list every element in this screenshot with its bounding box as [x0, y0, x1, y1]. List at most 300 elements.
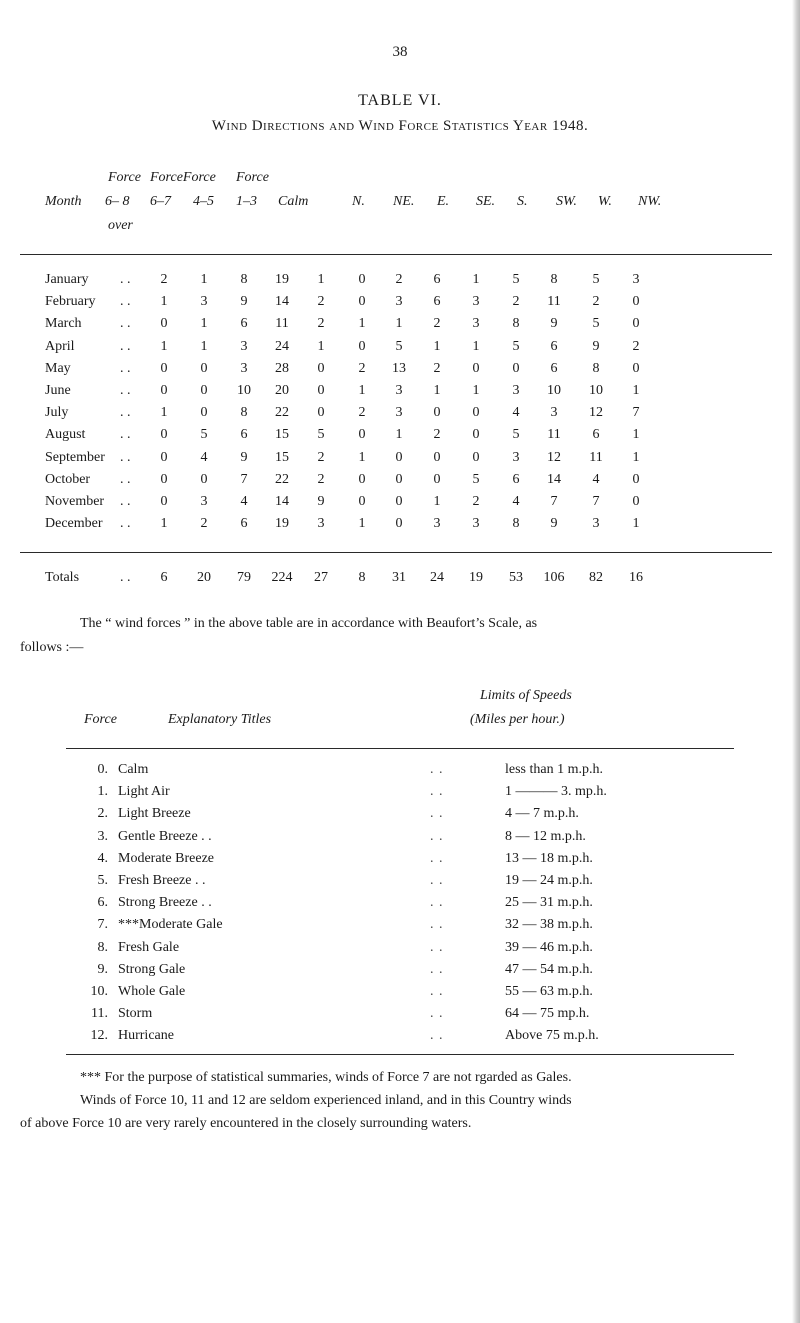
table-cell: 1 — [358, 449, 366, 465]
table-cell: 8 — [512, 516, 520, 532]
speed-limit: 19 — 24 m.p.h. — [505, 873, 593, 888]
month-name: May — [45, 360, 71, 376]
force-number: 2. — [97, 806, 108, 822]
month-name: November — [45, 494, 105, 509]
table-cell: 3 — [395, 383, 403, 398]
header-column: S. — [517, 194, 528, 209]
scale-row — [0, 984, 800, 1006]
table-cell: 2 — [512, 294, 520, 310]
table-cell: 0 — [160, 316, 168, 332]
scale-top-rule — [66, 748, 734, 749]
table-cell: 0 — [200, 383, 208, 398]
table-cell: 6 — [512, 471, 520, 487]
table-cell: 6 — [592, 427, 600, 443]
row-leader: . . — [430, 895, 444, 911]
force-title: Moderate Breeze — [118, 850, 214, 866]
totals-row — [0, 570, 800, 592]
header-column: 6– 8 — [105, 194, 130, 209]
table-cell: 1 — [160, 338, 168, 354]
table-cell: 6 — [433, 294, 441, 310]
force-number: 10. — [90, 984, 108, 999]
table-cell: 24 — [275, 338, 289, 354]
table-cell: 19 — [275, 516, 289, 532]
table-cell: 5 — [317, 427, 325, 443]
speed-limit: 32 — 38 m.p.h. — [505, 917, 593, 933]
row-leader: . . — [430, 1028, 444, 1044]
scale-row — [0, 1028, 800, 1050]
table-cell: 22 — [275, 405, 289, 421]
row-leader: . . — [120, 427, 131, 443]
table-cell: 6 — [240, 427, 248, 443]
speed-limit: 25 — 31 m.p.h. — [505, 895, 593, 911]
table-cell: 3 — [395, 405, 403, 421]
totals-cell: 6 — [160, 570, 168, 585]
table-cell: 8 — [512, 316, 520, 332]
table-cell: 0 — [358, 338, 366, 354]
table-cell: 0 — [317, 360, 325, 376]
table-cell: 0 — [472, 405, 480, 421]
table-cell: 1 — [200, 272, 208, 287]
month-name: October — [45, 471, 91, 487]
table-cell: 1 — [472, 338, 480, 354]
table-cell: 7 — [240, 471, 248, 487]
totals-cell: 16 — [629, 570, 643, 585]
table-cell: 10 — [547, 383, 561, 398]
row-leader: . . — [120, 316, 131, 332]
table-cell: 11 — [589, 449, 603, 465]
table-cell: 9 — [240, 294, 248, 310]
table-row — [0, 383, 800, 405]
table-cell: 8 — [240, 272, 248, 287]
limits-subheading: (Miles per hour.) — [470, 712, 565, 727]
table-cell: 0 — [317, 405, 325, 421]
table-cell: 0 — [632, 471, 640, 487]
row-leader: . . — [120, 449, 131, 465]
force-number: 11. — [91, 1006, 108, 1022]
month-name: March — [45, 316, 82, 332]
row-leader: . . — [430, 917, 444, 933]
header-column: W. — [598, 194, 612, 209]
force-number: 12. — [90, 1028, 108, 1044]
limits-heading: Limits of Speeds — [480, 688, 572, 703]
table-cell: 9 — [317, 494, 325, 509]
scale-paragraph-line: follows :— — [20, 640, 84, 655]
table-cell: 1 — [632, 427, 640, 443]
header-force-label: Force — [236, 170, 269, 185]
scale-paragraph-line: The “ wind forces ” in the above table are in accordance with Beaufort’s Scale, as — [80, 616, 538, 631]
header-column: NW. — [638, 194, 662, 209]
month-name: June — [45, 383, 71, 398]
totals-cell: 53 — [509, 570, 523, 585]
table-cell: 4 — [200, 449, 208, 465]
row-leader: . . — [120, 383, 131, 398]
table-cell: 2 — [317, 471, 325, 487]
table-cell: 3 — [317, 516, 325, 532]
totals-cell: 224 — [271, 570, 293, 585]
header-column: 1–3 — [236, 194, 257, 209]
table-cell: 0 — [160, 383, 168, 398]
table-cell: 22 — [275, 471, 289, 487]
table-top-rule — [20, 254, 772, 255]
table-cell: 6 — [433, 272, 441, 287]
table-cell: 2 — [632, 338, 640, 354]
table-cell: 2 — [433, 316, 441, 332]
table-cell: 14 — [547, 471, 561, 487]
table-cell: 2 — [317, 316, 325, 332]
table-row — [0, 316, 800, 338]
header-over-label: over — [108, 218, 133, 233]
table-cell: 1 — [632, 383, 640, 398]
table-cell: 10 — [589, 383, 603, 398]
row-leader: . . — [430, 873, 444, 888]
totals-cell: 82 — [589, 570, 603, 585]
table-cell: 0 — [632, 294, 640, 310]
table-cell: 1 — [395, 427, 403, 443]
table-cell: 7 — [592, 494, 600, 509]
row-leader: . . — [120, 338, 131, 354]
table-cell: 19 — [275, 272, 289, 287]
totals-rule — [20, 552, 772, 553]
force-number: 0. — [97, 762, 108, 777]
table-row — [0, 361, 800, 383]
month-name: September — [45, 449, 105, 465]
scale-row — [0, 873, 800, 895]
table-cell: 0 — [200, 471, 208, 487]
header-month: Month — [45, 194, 82, 209]
table-cell: 1 — [317, 272, 325, 287]
scale-row — [0, 917, 800, 939]
table-row — [0, 294, 800, 316]
header-column: SW. — [556, 194, 577, 209]
table-cell: 13 — [392, 360, 406, 376]
table-cell: 0 — [632, 360, 640, 376]
scale-bottom-rule — [66, 1054, 734, 1055]
footnote-line: of above Force 10 are very rarely encountered in the closely surrounding waters. — [20, 1116, 472, 1131]
speed-limit: 4 — 7 m.p.h. — [505, 806, 579, 822]
table-cell: 2 — [358, 360, 366, 376]
force-title: Strong Gale — [118, 961, 186, 977]
table-cell: 7 — [550, 494, 558, 509]
force-number: 1. — [97, 784, 108, 800]
table-cell: 1 — [160, 294, 168, 310]
totals-cell: 106 — [543, 570, 565, 585]
row-leader: . . — [430, 784, 444, 800]
table-cell: 0 — [472, 449, 480, 465]
table-cell: 3 — [433, 516, 441, 532]
table-cell: 0 — [632, 494, 640, 509]
row-leader: . . — [430, 850, 444, 866]
speed-limit: 47 — 54 m.p.h. — [505, 961, 593, 977]
speed-limit: 64 — 75 mp.h. — [505, 1006, 590, 1022]
table-cell: 4 — [592, 471, 600, 487]
force-title: Storm — [118, 1006, 153, 1022]
table-cell: 1 — [160, 405, 168, 421]
table-cell: 5 — [200, 427, 208, 443]
table-cell: 5 — [512, 272, 520, 287]
force-title: Fresh Gale — [118, 939, 180, 955]
month-name: January — [45, 272, 89, 287]
totals-cell: 79 — [237, 570, 251, 585]
table-cell: 14 — [275, 294, 289, 310]
table-cell: 1 — [472, 383, 480, 398]
table-cell: 0 — [512, 360, 520, 376]
table-cell: 2 — [472, 494, 480, 509]
table-cell: 3 — [200, 494, 208, 509]
force-title: Light Breeze — [118, 806, 191, 822]
table-cell: 2 — [433, 360, 441, 376]
table-cell: 0 — [160, 360, 168, 376]
table-cell: 0 — [395, 471, 403, 487]
table-row — [0, 494, 800, 516]
table-cell: 2 — [433, 427, 441, 443]
totals-cell: 27 — [314, 570, 328, 585]
table-cell: 28 — [275, 360, 289, 376]
row-leader: . . — [120, 294, 131, 310]
table-cell: 6 — [550, 338, 558, 354]
table-cell: 0 — [358, 471, 366, 487]
table-cell: 0 — [358, 294, 366, 310]
force-number: 9. — [97, 961, 108, 977]
row-leader: . . — [430, 961, 444, 977]
table-subtitle: Wind Directions and Wind Force Statistics Year 1948. — [211, 118, 589, 134]
row-leader: . . — [120, 405, 131, 421]
force-title: Light Air — [118, 784, 170, 800]
force-heading: Force — [84, 712, 117, 727]
table-cell: 3 — [472, 294, 480, 310]
scale-row — [0, 784, 800, 806]
table-cell: 1 — [632, 449, 640, 465]
force-number: 6. — [97, 895, 108, 911]
table-cell: 2 — [317, 294, 325, 310]
table-cell: 1 — [358, 383, 366, 398]
table-row — [0, 272, 800, 294]
table-cell: 2 — [160, 272, 168, 287]
table-cell: 9 — [592, 338, 600, 354]
table-cell: 0 — [433, 471, 441, 487]
scale-row — [0, 762, 800, 784]
table-cell: 1 — [472, 272, 480, 287]
table-cell: 1 — [395, 316, 403, 332]
force-title: Gentle Breeze . . — [118, 828, 212, 844]
table-cell: 5 — [592, 272, 600, 287]
speed-limit: 55 — 63 m.p.h. — [505, 984, 593, 999]
table-cell: 0 — [317, 383, 325, 398]
table-cell: 9 — [240, 449, 248, 465]
table-cell: 1 — [433, 494, 441, 509]
table-cell: 1 — [200, 316, 208, 332]
force-title: Calm — [118, 762, 149, 777]
table-cell: 0 — [160, 427, 168, 443]
row-leader: . . — [120, 494, 131, 509]
force-title: Fresh Breeze . . — [118, 873, 206, 888]
month-name: February — [45, 294, 96, 310]
footnote-line: Winds of Force 10, 11 and 12 are seldom experienced inland, and in this Country winds — [80, 1093, 572, 1108]
table-cell: 8 — [240, 405, 248, 421]
table-cell: 0 — [433, 405, 441, 421]
month-name: April — [45, 338, 75, 354]
table-title: TABLE VI. — [358, 92, 442, 109]
row-leader: . . — [120, 516, 131, 532]
row-leader: . . — [120, 471, 131, 487]
header-column: 6–7 — [150, 194, 171, 209]
speed-limit: 13 — 18 m.p.h. — [505, 850, 593, 866]
table-cell: 3 — [472, 516, 480, 532]
row-leader: . . — [430, 762, 444, 777]
footnote-line: *** For the purpose of statistical summaries, winds of Force 7 are not rgarded as Gales. — [80, 1070, 572, 1085]
row-leader: . . — [430, 828, 444, 844]
table-cell: 2 — [317, 449, 325, 465]
table-cell: 5 — [512, 427, 520, 443]
speed-limit: 39 — 46 m.p.h. — [505, 939, 593, 955]
table-cell: 6 — [240, 316, 248, 332]
row-leader: . . — [430, 1006, 444, 1022]
table-row — [0, 427, 800, 449]
table-cell: 1 — [200, 338, 208, 354]
totals-cell: 20 — [197, 570, 211, 585]
table-cell: 15 — [275, 449, 289, 465]
page-number: 38 — [392, 44, 408, 60]
table-cell: 3 — [592, 516, 600, 532]
table-cell: 0 — [160, 494, 168, 509]
scale-row — [0, 962, 800, 984]
table-cell: 0 — [395, 449, 403, 465]
table-cell: 12 — [547, 449, 561, 465]
table-cell: 1 — [358, 516, 366, 532]
table-cell: 5 — [592, 316, 600, 332]
table-cell: 4 — [512, 405, 520, 421]
table-cell: 1 — [160, 516, 168, 532]
table-cell: 0 — [395, 494, 403, 509]
row-leader: . . — [430, 984, 444, 999]
table-cell: 0 — [358, 494, 366, 509]
table-cell: 4 — [240, 494, 248, 509]
speed-limit: 1 ——— 3. mp.h. — [505, 784, 607, 800]
header-column: NE. — [393, 194, 415, 209]
table-cell: 0 — [358, 272, 366, 287]
scale-row — [0, 940, 800, 962]
scale-row — [0, 806, 800, 828]
scale-row — [0, 851, 800, 873]
row-leader: . . — [430, 806, 444, 822]
header-force-label: ForceForce — [150, 170, 216, 185]
force-number: 7. — [97, 917, 108, 933]
table-cell: 0 — [472, 427, 480, 443]
table-cell: 5 — [395, 338, 403, 354]
table-cell: 3 — [395, 294, 403, 310]
table-cell: 5 — [472, 471, 480, 487]
page-edge-shadow — [792, 0, 800, 1323]
table-cell: 4 — [512, 494, 520, 509]
table-cell: 0 — [472, 360, 480, 376]
table-cell: 2 — [592, 294, 600, 310]
table-row — [0, 472, 800, 494]
header-column: SE. — [476, 194, 496, 209]
table-cell: 8 — [592, 360, 600, 376]
table-cell: 3 — [512, 449, 520, 465]
totals-cell: 24 — [430, 570, 444, 585]
table-cell: 9 — [550, 316, 558, 332]
header-force-label: Force — [108, 170, 141, 185]
table-cell: 0 — [200, 360, 208, 376]
table-cell: 2 — [395, 272, 403, 287]
table-cell: 0 — [160, 471, 168, 487]
table-cell: 3 — [632, 272, 640, 287]
table-cell: 11 — [275, 316, 289, 332]
table-cell: 14 — [275, 494, 289, 509]
totals-cell: 8 — [358, 570, 366, 585]
table-cell: 3 — [472, 316, 480, 332]
table-cell: 8 — [550, 272, 558, 287]
table-cell: 3 — [200, 294, 208, 310]
force-title: Whole Gale — [118, 984, 186, 999]
table-cell: 6 — [240, 516, 248, 532]
force-number: 3. — [97, 828, 108, 844]
table-cell: 15 — [275, 427, 289, 443]
table-cell: 1 — [433, 383, 441, 398]
row-leader: . . — [120, 360, 131, 376]
row-leader: . . — [120, 570, 131, 585]
table-cell: 3 — [512, 383, 520, 398]
table-cell: 10 — [237, 383, 251, 398]
row-leader: . . — [430, 939, 444, 955]
table-cell: 3 — [550, 405, 558, 421]
force-number: 5. — [97, 873, 108, 888]
table-cell: 1 — [433, 338, 441, 354]
speed-limit: Above 75 m.p.h. — [505, 1028, 599, 1044]
table-cell: 20 — [275, 383, 289, 398]
table-cell: 6 — [550, 360, 558, 376]
month-name: August — [45, 427, 86, 443]
force-number: 4. — [97, 850, 108, 866]
force-title: Hurricane — [118, 1028, 174, 1044]
speed-limit: less than 1 m.p.h. — [505, 762, 603, 777]
totals-cell: 19 — [469, 570, 483, 585]
table-cell: 2 — [358, 405, 366, 421]
table-cell: 0 — [160, 449, 168, 465]
table-row — [0, 516, 800, 538]
header-column: E. — [437, 194, 450, 209]
table-cell: 5 — [512, 338, 520, 354]
table-cell: 1 — [632, 516, 640, 532]
row-leader: . . — [120, 272, 131, 287]
titles-heading: Explanatory Titles — [168, 712, 272, 727]
force-title: Strong Breeze . . — [118, 895, 212, 911]
totals-cell: 31 — [392, 570, 406, 585]
table-row — [0, 405, 800, 427]
table-row — [0, 450, 800, 472]
month-name: December — [45, 516, 103, 532]
table-cell: 3 — [240, 360, 248, 376]
scale-row — [0, 1006, 800, 1028]
table-cell: 0 — [395, 516, 403, 532]
header-column: 4–5 — [193, 194, 214, 209]
table-cell: 9 — [550, 516, 558, 532]
force-number: 8. — [97, 939, 108, 955]
table-cell: 0 — [200, 405, 208, 421]
table-cell: 3 — [240, 338, 248, 354]
table-row — [0, 339, 800, 361]
force-title: ***Moderate Gale — [118, 917, 223, 933]
table-cell: 11 — [547, 294, 561, 310]
table-cell: 0 — [433, 449, 441, 465]
table-cell: 1 — [317, 338, 325, 354]
table-cell: 7 — [632, 405, 640, 421]
month-name: July — [45, 405, 69, 421]
totals-label: Totals — [45, 570, 80, 585]
header-column: Calm — [278, 194, 309, 209]
scale-row — [0, 829, 800, 851]
table-cell: 1 — [358, 316, 366, 332]
